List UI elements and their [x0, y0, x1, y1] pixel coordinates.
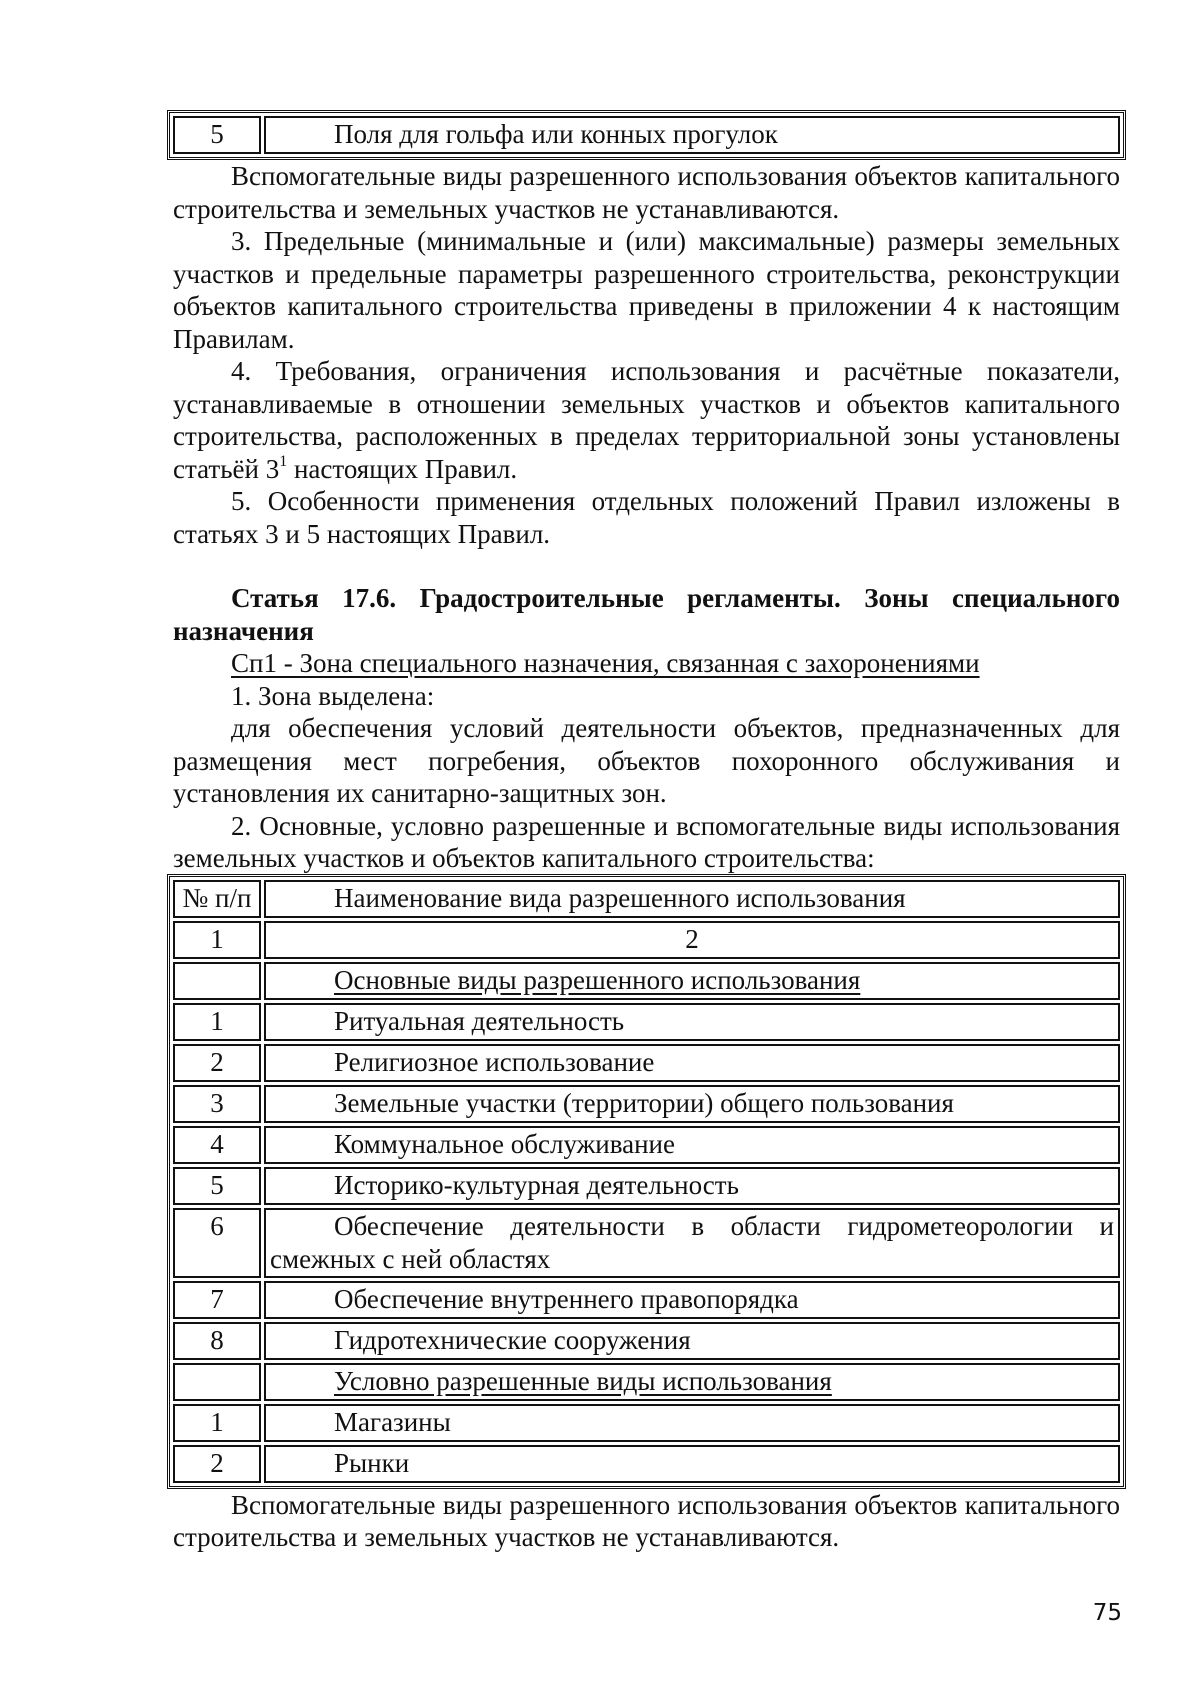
row-number: 1 [173, 1003, 261, 1041]
column-number-2: 2 [264, 921, 1120, 959]
table-row [173, 1445, 1120, 1483]
table-row [173, 1085, 1120, 1123]
row-name: Религиозное использование [264, 1044, 1120, 1082]
empty-cell [173, 1363, 261, 1401]
empty-cell [173, 962, 261, 1000]
row-number: 7 [173, 1281, 261, 1319]
paragraph-1-body: для обеспечения условий деятельности объектов, предназначенных для размещения мест погребения, объектов похоронного обслуживания и установления их санитарно-защитных зон. [173, 713, 1120, 808]
aux-note-top: Вспомогательные виды разрешенного использования объектов капитального строительства и земельных участков не устанавливаются. [173, 161, 1120, 224]
section-row-main [173, 962, 1120, 1000]
paragraph-2: 2. Основные, условно разрешенные и вспомогательные виды использования земельных участков и объектов капитального строительства: [173, 810, 1120, 873]
uses-table [167, 874, 1126, 1489]
row-number: 6 [173, 1208, 261, 1278]
page-number: 75 [1092, 1600, 1122, 1626]
top-table [167, 110, 1126, 160]
column-number-1: 1 [173, 921, 261, 959]
article-title: Статья 17.6. Градостроительные регламенты. Зоны специального назначения [173, 583, 1120, 646]
row-number: 3 [173, 1085, 261, 1123]
section-row-conditional [173, 1363, 1120, 1401]
header-name: Наименование вида разрешенного использования [264, 880, 1120, 918]
row-number: 4 [173, 1126, 261, 1164]
zone-title: Сп1 - Зона специального назначения, связанная с захоронениями [231, 648, 980, 678]
table-row [173, 1322, 1120, 1360]
paragraph-5: 5. Особенности применения отдельных положений Правил изложены в статьях 3 и 5 настоящих Правил. [173, 486, 1120, 549]
table-row [173, 1404, 1120, 1442]
superscript: 1 [279, 452, 288, 470]
zone-title-line [173, 647, 1120, 680]
row-name: Ритуальная деятельность [264, 1003, 1120, 1041]
column-number-row [173, 921, 1120, 959]
header-number: № п/п [173, 880, 261, 918]
section-conditional-cell [264, 1363, 1120, 1401]
row-number: 8 [173, 1322, 261, 1360]
table-row [173, 1167, 1120, 1205]
row-name: Коммунальное обслуживание [264, 1126, 1120, 1164]
table-row [173, 1208, 1120, 1278]
paragraph-3: 3. Предельные (минимальные и (или) максимальные) размеры земельных участков и предельные параметры разрешенного строительства, реконструкции объектов капитального строительства приведены в приложении 4 к настоящим Правилам. [173, 226, 1120, 354]
paragraph-4-tail: настоящих Правил. [287, 453, 518, 484]
row-number: 5 [173, 1167, 261, 1205]
paragraph-4 [173, 355, 1120, 485]
table-row [173, 116, 1120, 154]
document-page [173, 110, 1120, 1554]
row-name: Земельные участки (территории) общего пользования [264, 1085, 1120, 1123]
row-name: Гидротехнические сооружения [264, 1322, 1120, 1360]
section-main-title: Основные виды разрешенного использования [334, 964, 861, 995]
row-number: 5 [173, 116, 261, 154]
table-header-row [173, 880, 1120, 918]
row-number: 2 [173, 1044, 261, 1082]
table-row [173, 1281, 1120, 1319]
table-row [173, 1003, 1120, 1041]
row-name: Магазины [264, 1404, 1120, 1442]
aux-note-bottom: Вспомогательные виды разрешенного использования объектов капитального строительства и земельных участков не устанавливаются. [173, 1489, 1120, 1552]
row-number: 1 [173, 1404, 261, 1442]
paragraph-4-text: 4. Требования, ограничения использования и расчётные показатели, устанавливаемые в отношении земельных участков и объектов капитального строительства, расположенных в пределах территориальной зоны установлены статьёй 3 [173, 356, 1120, 484]
row-name: Обеспечение деятельности в области гидрометеорологии и смежных с ней областях [264, 1208, 1120, 1278]
paragraph-1-head: 1. Зона выделена: [231, 680, 435, 711]
row-number: 2 [173, 1445, 261, 1483]
section-main-cell [264, 962, 1120, 1000]
row-name: Рынки [264, 1445, 1120, 1483]
row-name: Поля для гольфа или конных прогулок [264, 116, 1120, 154]
row-name: Историко-культурная деятельность [264, 1167, 1120, 1205]
section-conditional-title: Условно разрешенные виды использования [334, 1365, 832, 1396]
row-name: Обеспечение внутреннего правопорядка [264, 1281, 1120, 1319]
table-row [173, 1044, 1120, 1082]
table-row [173, 1126, 1120, 1164]
